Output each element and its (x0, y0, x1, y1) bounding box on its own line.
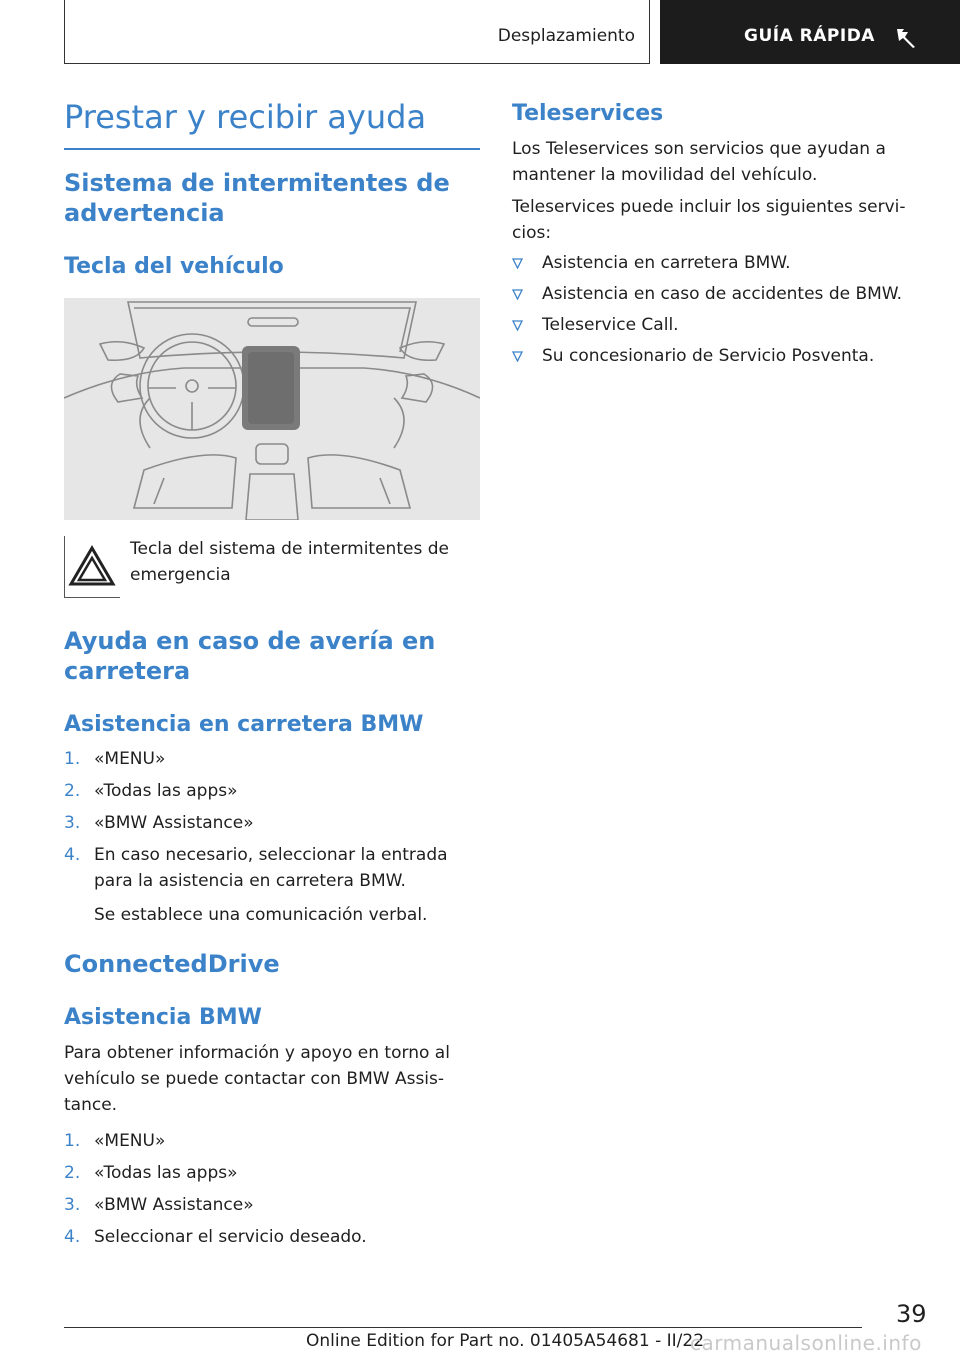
step-number: 1. (64, 749, 81, 769)
list-item (512, 312, 928, 338)
step-text: Seleccionar el servicio deseado. (94, 1227, 367, 1247)
bullet-text: Asistencia en carretera BMW. (542, 253, 791, 273)
step-number: 4. (64, 845, 81, 865)
roadside-subheading: Asistencia en carretera BMW (64, 712, 424, 737)
bullet-triangle-icon (512, 258, 523, 269)
teleservices-heading: Teleservices (512, 101, 664, 126)
step-text: «BMW Assistance» (94, 1195, 254, 1215)
step-text: «Todas las apps» (94, 781, 238, 801)
header-nav-box (64, 0, 650, 64)
hazard-button-caption: Tecla del sistema de intermitentes de emergencia (130, 539, 449, 585)
bullet-text: Su concesionario de Servicio Posventa. (542, 346, 875, 366)
teleservices-list (512, 250, 928, 374)
list-item (64, 1192, 480, 1218)
hazard-subheading: Tecla del vehículo (64, 254, 284, 279)
step-text: En caso necesario, seleccionar la entrada para la asistencia en carretera BMW. (94, 845, 448, 891)
bullet-text: Teleservice Call. (542, 315, 679, 335)
section-label: GUÍA RÁPIDA (744, 26, 875, 46)
step-number: 2. (64, 1163, 81, 1183)
teleservices-includes: Teleservices puede incluir los siguientes servi-cios: (512, 197, 906, 243)
header-section-tab[interactable] (660, 0, 960, 64)
step-text: «BMW Assistance» (94, 813, 254, 833)
list-item (64, 1128, 480, 1154)
connected-heading: ConnectedDrive (64, 950, 280, 978)
hazard-triangle-icon (65, 536, 119, 596)
bullet-triangle-icon (512, 320, 523, 331)
roadside-steps (64, 746, 480, 934)
step-text: «Todas las apps» (94, 1163, 238, 1183)
step-number: 3. (64, 813, 81, 833)
hazard-button-image (64, 536, 120, 598)
assistance-subheading: Asistencia BMW (64, 1005, 262, 1030)
teleservices-intro: Los Teleservices son servicios que ayudan a mantener la movilidad del vehículo. (512, 139, 886, 185)
hazard-heading: Sistema de intermitentes de advertencia (64, 169, 450, 227)
step-text: «MENU» (94, 749, 166, 769)
list-item (512, 281, 928, 307)
list-item (64, 778, 480, 804)
step-number: 2. (64, 781, 81, 801)
list-item (512, 250, 928, 276)
page-title: Prestar y recibir ayuda (64, 98, 427, 136)
step-text: «MENU» (94, 1131, 166, 1151)
list-item (64, 842, 480, 928)
breakdown-heading: Ayuda en caso de avería en carretera (64, 627, 436, 685)
step-number: 1. (64, 1131, 81, 1151)
dashboard-illustration (64, 298, 480, 520)
step-number: 3. (64, 1195, 81, 1215)
list-item (64, 1160, 480, 1186)
title-divider (64, 148, 480, 150)
footer-divider (64, 1327, 862, 1328)
page-number: 39 (896, 1300, 927, 1328)
watermark: carmanualsonline.info (690, 1331, 922, 1355)
quick-guide-icon (894, 26, 918, 50)
assistance-steps (64, 1128, 480, 1256)
list-item (64, 1224, 480, 1250)
bullet-triangle-icon (512, 289, 523, 300)
nav-label[interactable]: Desplazamiento (497, 26, 635, 46)
step-number: 4. (64, 1227, 81, 1247)
list-item (64, 810, 480, 836)
list-item (64, 746, 480, 772)
bullet-text: Asistencia en caso de accidentes de BMW. (542, 284, 903, 304)
step-note: Se establece una comunicación verbal. (94, 905, 428, 925)
list-item (512, 343, 928, 369)
cockpit-drawing (64, 298, 480, 520)
bullet-triangle-icon (512, 351, 523, 362)
edition-note: Online Edition for Part no. 01405A54681 - II/22 (306, 1331, 705, 1351)
assistance-intro: Para obtener información y apoyo en torno al vehículo se puede contactar con BMW Assis-tance. (64, 1043, 450, 1115)
